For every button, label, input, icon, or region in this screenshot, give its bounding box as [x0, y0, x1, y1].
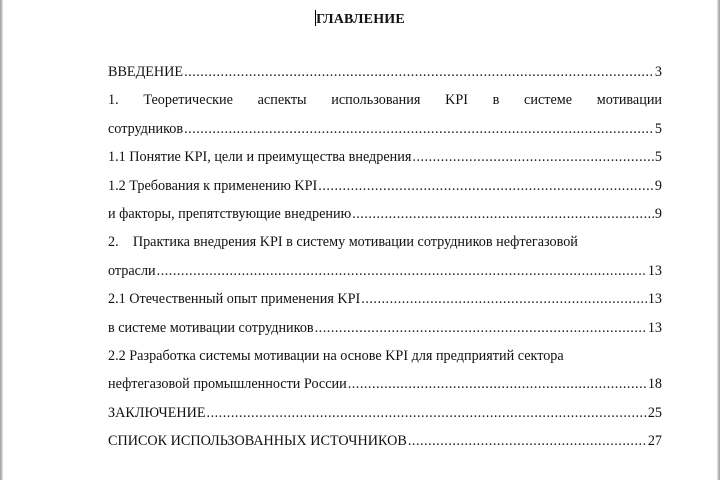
toc-leader-dots: [184, 115, 654, 143]
toc-entry-section-2-1[interactable]: [108, 285, 662, 313]
toc-entry-page: 27: [647, 433, 662, 450]
toc-entry-text: ВВЕДЕНИЕ: [108, 64, 184, 80]
toc-entry-text: 2.1 Отечественный опыт применения KPI: [108, 291, 361, 308]
toc-entry-text: нефтегазовой промышленности России: [108, 376, 347, 393]
toc-entry-chapter-1[interactable]: [108, 86, 662, 114]
toc-entry-text: 1. Теоретические аспекты использования KPI в системе мотивации: [108, 92, 662, 109]
toc-entry-introduction[interactable]: [108, 58, 662, 86]
toc-entry-page: 13: [647, 262, 662, 279]
toc-entry-section-1-2-cont[interactable]: [108, 200, 662, 228]
toc-entry-text: СПИСОК ИСПОЛЬЗОВАННЫХ ИСТОЧНИКОВ: [108, 433, 407, 450]
toc-entry-text: 2. Практика внедрения KPI в систему мотивации сотрудников нефтегазовой: [108, 234, 578, 251]
toc-entry-text: 1.1 Понятие KPI, цели и преимущества внедрения: [108, 149, 412, 166]
toc-entry-text: отрасли: [108, 262, 156, 279]
toc-entry-text: 2.2 Разработка системы мотивации на основе KPI для предприятий сектора: [108, 347, 564, 364]
toc-entry-section-2-2-cont[interactable]: [108, 370, 662, 398]
toc-entry-text: в системе мотивации сотрудников: [108, 319, 314, 336]
toc-leader-dots: [408, 427, 647, 455]
toc-entry-page: 18: [647, 376, 662, 393]
toc-leader-dots: [412, 143, 654, 171]
toc-leader-dots: [318, 172, 654, 200]
toc-entry-page: 5: [654, 149, 662, 166]
toc-entry-section-1-1[interactable]: [108, 143, 662, 171]
toc-entry-page: 13: [647, 291, 662, 308]
toc-entry-page: 13: [647, 319, 662, 336]
toc-entry-text: 1.2 Требования к применению KPI: [108, 177, 318, 194]
toc-entry-chapter-1-cont[interactable]: [108, 115, 662, 143]
toc-leader-dots: [348, 370, 647, 398]
table-of-contents: [108, 58, 662, 455]
toc-entry-section-2-2[interactable]: [108, 342, 662, 370]
toc-entry-chapter-2-cont[interactable]: [108, 257, 662, 285]
toc-title: [0, 10, 720, 28]
toc-entry-page: 9: [654, 205, 662, 222]
toc-entry-section-1-2[interactable]: [108, 172, 662, 200]
toc-entry-text: и факторы, препятствующие внедрению: [108, 205, 352, 222]
toc-leader-dots: [207, 399, 647, 427]
toc-entry-page: 9: [654, 177, 662, 194]
toc-entry-chapter-2[interactable]: [108, 228, 662, 256]
toc-leader-dots: [184, 58, 654, 86]
toc-leader-dots: [315, 314, 647, 342]
toc-title-text: ГЛАВЛЕНИЕ: [316, 12, 405, 27]
toc-entry-references[interactable]: [108, 427, 662, 455]
toc-entry-conclusion[interactable]: [108, 399, 662, 427]
page-left-edge: [0, 0, 3, 480]
toc-leader-dots: [361, 285, 647, 313]
toc-entry-page: 5: [654, 120, 662, 137]
toc-leader-dots: [352, 200, 654, 228]
toc-entry-page: 3: [654, 64, 662, 80]
toc-entry-section-2-1-cont[interactable]: [108, 314, 662, 342]
toc-entry-text: сотрудников: [108, 120, 184, 137]
toc-entry-text: ЗАКЛЮЧЕНИЕ: [108, 404, 206, 421]
toc-entry-page: 25: [647, 404, 662, 421]
toc-leader-dots: [157, 257, 647, 285]
